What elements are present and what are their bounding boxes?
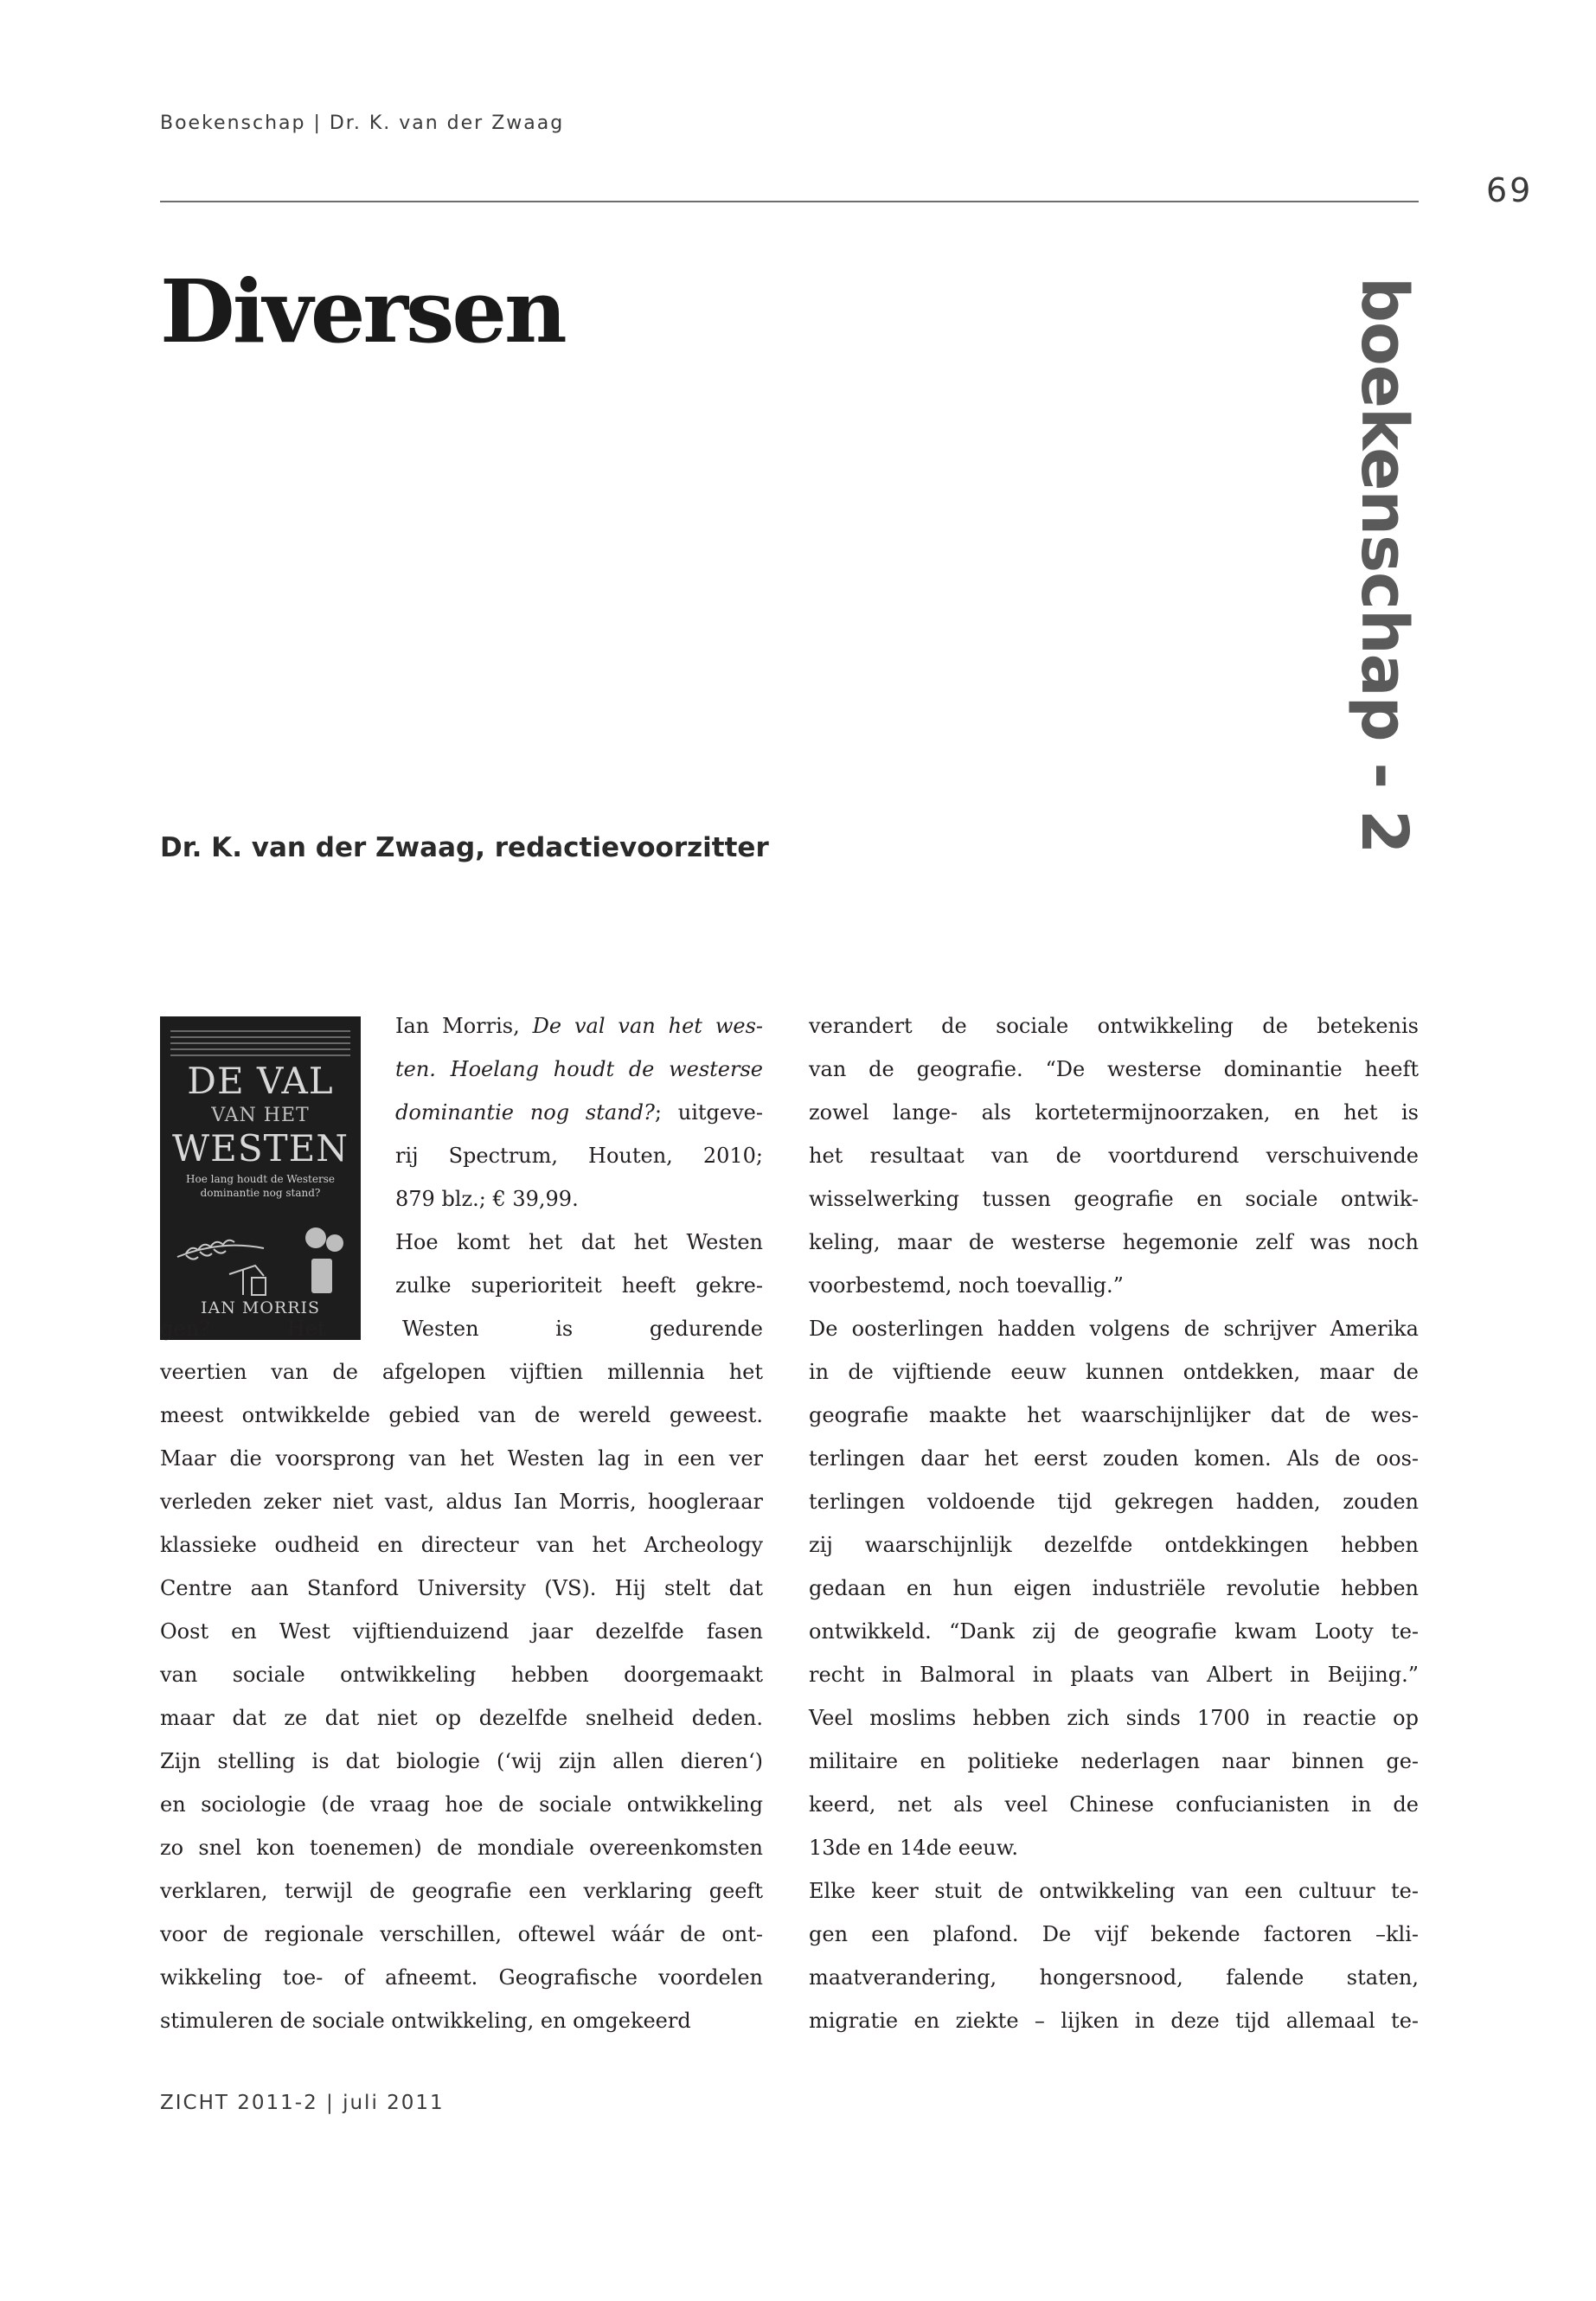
italic-title-segment: ten. Hoelang houdt de westerse [395, 1057, 763, 1081]
text-line: gen een plafond. De vijf bekende factoren –kli- [809, 1922, 1419, 1946]
text-segment: ; uitgeve- [654, 1100, 763, 1125]
text-line: Centre aan Stanford University (VS). Hij stelt dat [160, 1576, 763, 1600]
page-number: 69 [1486, 171, 1534, 209]
text-line: wikkeling toe- of afneemt. Geografische voordelen [160, 1965, 763, 1990]
author-byline: Dr. K. van der Zwaag, redactievoorzitter [160, 832, 769, 863]
text-line: maatverandering, hongersnood, falende staten, [809, 1965, 1419, 1990]
left-column-text [160, 1307, 763, 2042]
text-line: veertien van de afgelopen vijftien millennia het [160, 1360, 763, 1384]
text-line: verandert de sociale ontwikkeling de betekenis [809, 1014, 1419, 1038]
text-line: gen? Het Westen is gedurende [160, 1317, 763, 1341]
side-section-label: boekenschap - 2 [1347, 277, 1421, 854]
cover-blurb-text [170, 1030, 350, 1058]
text-line: ontwikkeld. “Dank zij de geografie kwam Looty te- [809, 1619, 1419, 1644]
cover-title-line: WESTEN [171, 1127, 349, 1170]
text-line: van sociale ontwikkeling hebben doorgemaakt [160, 1663, 763, 1687]
text-line: terlingen voldoende tijd gekregen hadden, zouden [809, 1490, 1419, 1514]
text-line: van de geografie. “De westerse dominantie heeft [809, 1057, 1419, 1081]
header-rule [160, 201, 1419, 202]
text-line: keling, maar de westerse hegemonie zelf was noch [809, 1230, 1419, 1254]
text-segment: 879 blz.; € 39,99. [395, 1187, 579, 1211]
text-line: Oost en West vijftienduizend jaar dezelfde fasen [160, 1619, 763, 1644]
cover-subtitle: Hoe lang houdt de Westerse dominantie nog stand? [186, 1173, 335, 1199]
text-line: in de vijftiende eeuw kunnen ontdekken, maar de [809, 1360, 1419, 1384]
text-line: recht in Balmoral in plaats van Albert in Beijing.” [809, 1663, 1419, 1687]
text-line: Zijn stelling is dat biologie (‘wij zijn allen dieren‘) [160, 1749, 763, 1773]
text-line: zo snel kon toenemen) de mondiale overeenkomsten [160, 1836, 763, 1860]
text-line: wisselwerking tussen geografie en sociale ontwik- [809, 1187, 1419, 1211]
text-line [395, 1177, 763, 1221]
text-line: gedaan en hun eigen industriële revolutie hebben [809, 1576, 1419, 1600]
text-line: voor de regionale verschillen, oftewel wáár de ont- [160, 1922, 763, 1946]
text-line: verklaren, terwijl de geografie een verklaring geeft [160, 1879, 763, 1903]
text-line: Maar die voorsprong van het Westen lag in een ver [160, 1446, 763, 1471]
italic-title-segment: De val van het wes- [532, 1014, 763, 1038]
text-segment: Hoe komt het dat het Westen [395, 1230, 763, 1254]
text-line [395, 1091, 763, 1134]
text-line [395, 1134, 763, 1177]
text-line: zij waarschijnlijk dezelfde ontdekkingen hebben [809, 1533, 1419, 1557]
text-line: geografie maakte het waarschijnlijker dat de wes- [809, 1403, 1419, 1427]
text-line: 13de en 14de eeuw. [809, 1836, 1018, 1860]
text-line: keerd, net als veel Chinese confucianisten in de [809, 1792, 1419, 1817]
text-line: verleden zeker niet vast, aldus Ian Morris, hoogleraar [160, 1490, 763, 1514]
italic-title-segment: dominantie nog stand? [395, 1100, 655, 1125]
text-line [395, 1048, 763, 1091]
cover-author-name: IAN MORRIS [200, 1298, 321, 1317]
page-footer: ZICHT 2011-2 | juli 2011 [160, 2092, 445, 2114]
text-line: migratie en ziekte – lijken in deze tijd allemaal te- [809, 2009, 1419, 2033]
section-title: Diversen [160, 260, 565, 362]
text-line [395, 1264, 763, 1307]
text-line [395, 1004, 763, 1048]
running-head: Boekenschap | Dr. K. van der Zwaag [160, 112, 565, 134]
text-line: Veel moslims hebben zich sinds 1700 in reactie op [809, 1706, 1419, 1730]
text-line: zowel lange- als kortetermijnoorzaken, en het is [809, 1100, 1419, 1125]
text-segment: Ian Morris, [395, 1014, 533, 1038]
cover-title-line: VAN HET [211, 1105, 310, 1126]
right-column-text [809, 1004, 1419, 2042]
text-line: De oosterlingen hadden volgens de schrijver Amerika [809, 1317, 1419, 1341]
text-line: Elke keer stuit de ontwikkeling van een cultuur te- [809, 1879, 1419, 1903]
text-line: voorbestemd, noch toevallig.” [809, 1273, 1124, 1298]
text-segment: rij Spectrum, Houten, 2010; [395, 1144, 763, 1168]
cover-illustration [169, 1222, 352, 1297]
book-intro-text [395, 1004, 763, 1307]
text-line: terlingen daar het eerst zouden komen. Als de oos- [809, 1446, 1419, 1471]
text-line: stimuleren de sociale ontwikkeling, en omgekeerd [160, 2009, 691, 2033]
cover-title-line: DE VAL [187, 1060, 334, 1102]
text-line: militaire en politieke nederlagen naar binnen ge- [809, 1749, 1419, 1773]
text-line: en sociologie (de vraag hoe de sociale ontwikkeling [160, 1792, 763, 1817]
text-line: klassieke oudheid en directeur van het Archeology [160, 1533, 763, 1557]
text-line: maar dat ze dat niet op dezelfde snelheid deden. [160, 1706, 763, 1730]
book-cover-image [160, 1016, 361, 1340]
text-line: het resultaat van de voortdurend verschuivende [809, 1144, 1419, 1168]
text-segment: zulke superioriteit heeft gekre- [395, 1273, 763, 1298]
text-line: meest ontwikkelde gebied van de wereld geweest. [160, 1403, 763, 1427]
text-line [395, 1221, 763, 1264]
